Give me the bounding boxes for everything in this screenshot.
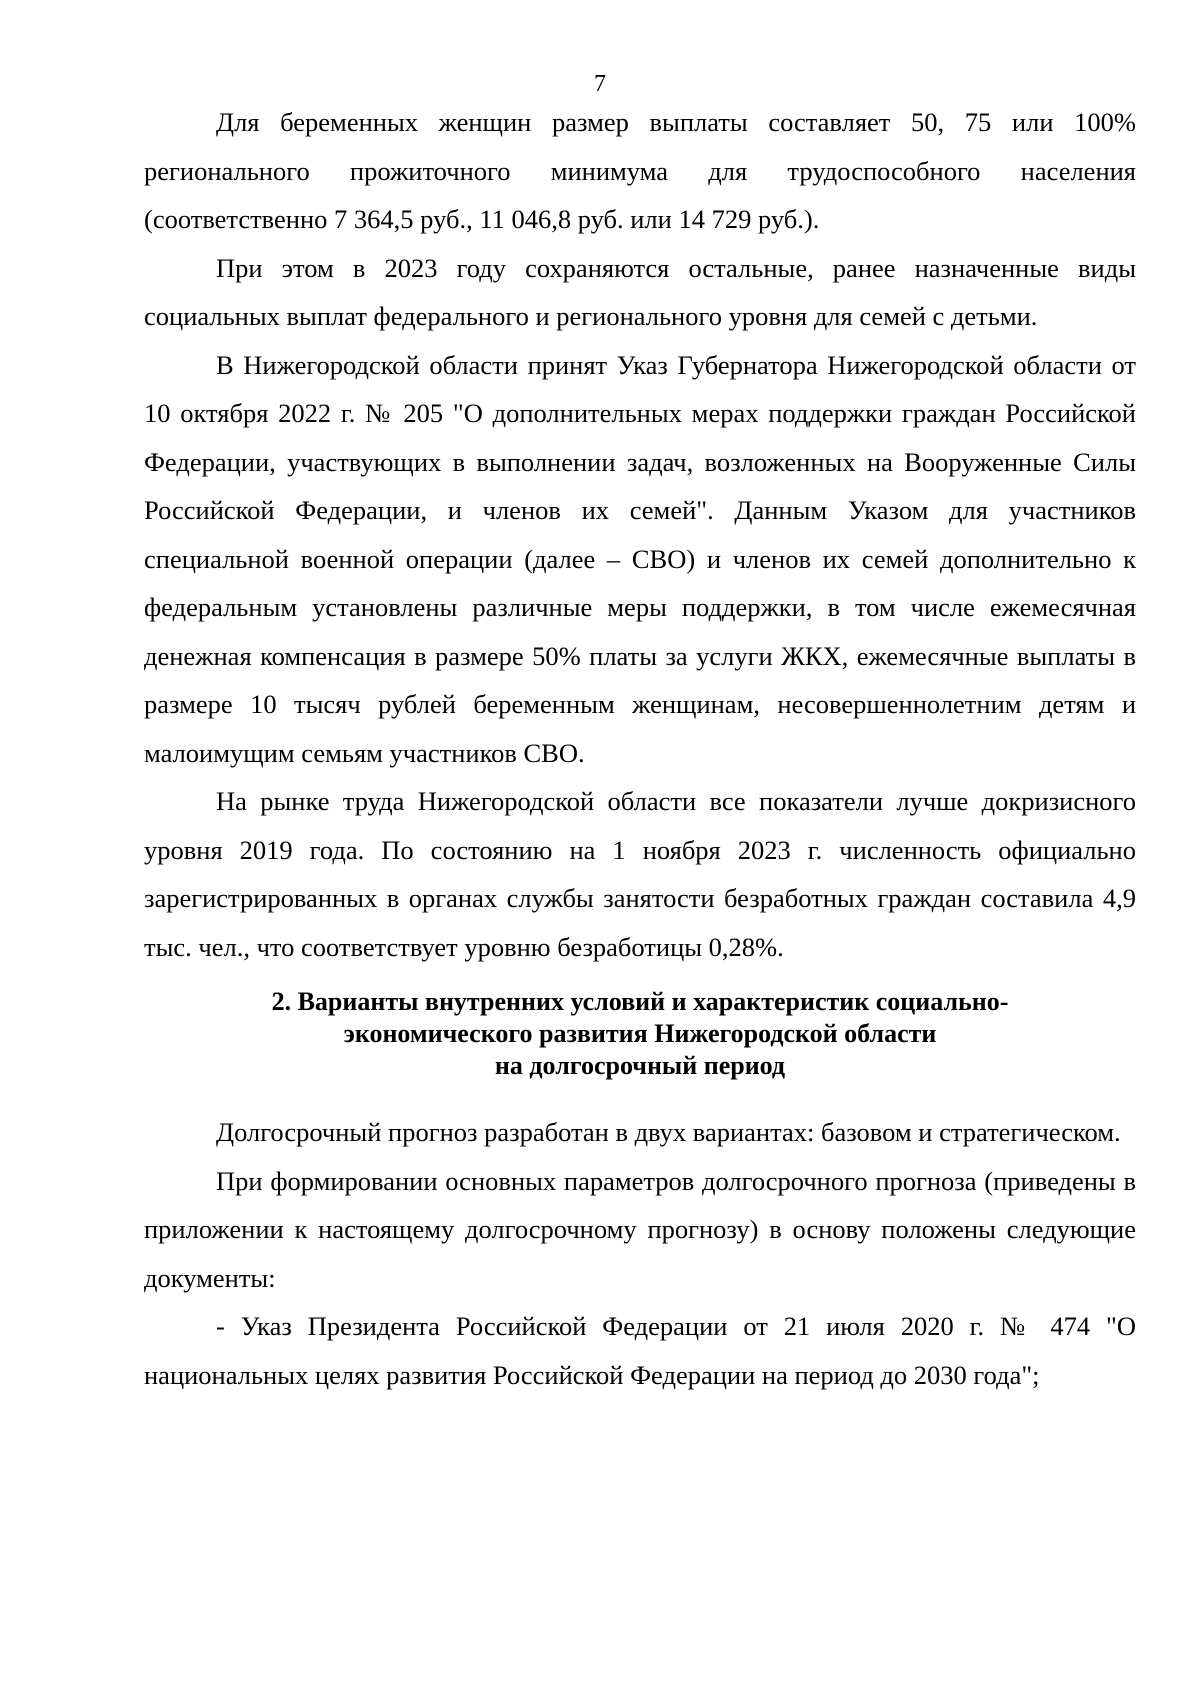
paragraph-forecast-variants: Долгосрочный прогноз разработан в двух вариантах: базовом и стратегическом. [216,1117,1121,1147]
section-heading-line: экономического развития Нижегородской области [343,1019,937,1048]
paragraph-forecast-basis: При формировании основных параметров долгосрочного прогноза (приведены в приложении к настоящему долгосрочному прогнозу) в основу положены следующие документы: [144,1165,1136,1293]
paragraph-labor-market: На рынке труда Нижегородской области все показатели лучше докризисного уровня 2019 года. По состоянию на 1 ноября 2023 г. численность официально зарегистрированных в органах службы занятости безработных граждан составила 4,9 тыс. чел., что соответствует уровню безработицы 0,28%. [144,786,1136,962]
page-number: 7 [594,71,606,97]
section-heading [144,986,1136,1082]
paragraph-presidential-decree: - Указ Президента Российской Федерации от 21 июля 2020 г. № 474 "О национальных целях развития Российской Федерации на период до 2030 года"; [144,1311,1136,1390]
section-heading-line: 2. Варианты внутренних условий и характеристик социально- [271,987,1009,1016]
paragraph-pregnant-women-payments: Для беременных женщин размер выплаты составляет 50, 75 или 100% регионального прожиточного минимума для трудоспособного населения (соответственно 7 364,5 руб., 11 046,8 руб. или 14 729 руб.). [144,107,1136,234]
section-heading-line: на долгосрочный период [494,1051,786,1080]
paragraph-other-payments-retained: При этом в 2023 году сохраняются остальные, ранее назначенные виды социальных выплат федерального и регионального уровня для семей с детьми. [144,252,1136,331]
document-body [144,98,1136,1399]
paragraph-governor-decree: В Нижегородской области принят Указ Губернатора Нижегородской области от 10 октября 2022 г. № 205 "О дополнительных мерах поддержки граждан Российской Федерации, участвующих в выполнении задач, возложенных на Вооруженные Силы Российской Федерации, и членов их семей". Данным Указом для участников специальной военной операции (далее – СВО) и членов их семей дополнительно к федеральным установлены различные меры поддержки, в том числе ежемесячная денежная компенсация в размере 50% платы за услуги ЖКХ, ежемесячные выплаты в размере 10 тысяч рублей беременным женщинам, несовершеннолетним детям и малоимущим семьям участников СВО. [144,349,1136,768]
